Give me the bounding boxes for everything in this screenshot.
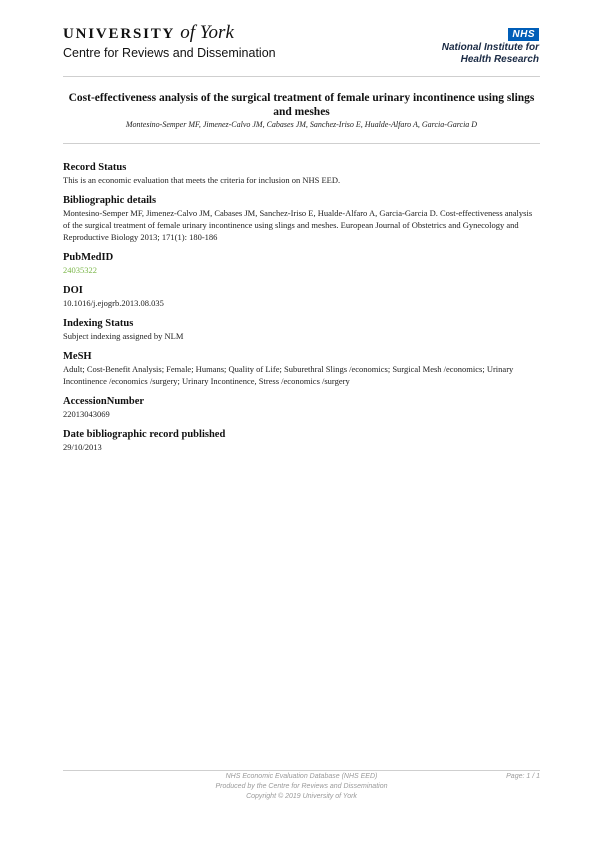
page-number: Page: 1 / 1 xyxy=(506,773,540,780)
section-text: This is an economic evaluation that meets the criteria for inclusion on NHS EED. xyxy=(63,175,341,185)
university-name xyxy=(63,22,276,44)
record-title: Cost-effectiveness analysis of the surgical treatment of female urinary incontinence using slings and meshes xyxy=(68,92,535,118)
footer-copyright: Copyright © 2019 University of York xyxy=(246,793,357,800)
section-heading: PubMedID xyxy=(63,252,114,263)
section-mesh xyxy=(63,350,538,387)
record-content xyxy=(63,161,538,461)
section-doi xyxy=(63,284,538,309)
record-authors: Montesino-Semper MF, Jimenez-Calvo JM, Cabases JM, Sanchez-Iriso E, Hualde-Alfaro A, Garcia-Garcia D xyxy=(125,120,478,129)
section-pubmed-id xyxy=(63,251,538,276)
pubmed-link[interactable]: 24035322 xyxy=(63,265,97,275)
section-heading: Bibliographic details xyxy=(63,195,157,206)
section-heading: Date bibliographic record published xyxy=(63,429,226,440)
section-indexing-status xyxy=(63,317,538,342)
section-text: Montesino-Semper MF, Jimenez-Calvo JM, Cabases JM, Sanchez-Iriso E, Hualde-Alfaro A, Garcia-Garcia D. Cost-effectiveness analysis of the surgical treatment of female urinary incontinence using slings and meshes. European Journal of Obstetrics and Gynecology and Reproductive Biology 2013; 171(1): 180-186 xyxy=(63,208,533,242)
section-heading: DOI xyxy=(63,285,83,296)
footer-database: NHS Economic Evaluation Database (NHS EED) xyxy=(225,773,378,780)
centre-name: Centre for Reviews and Dissemination xyxy=(63,46,276,60)
university-word: UNIVERSITY xyxy=(63,26,175,42)
nihr-line-1: National Institute for xyxy=(441,42,539,53)
section-bibliographic-details xyxy=(63,194,538,243)
university-of-york-logo xyxy=(63,22,276,60)
of-york-script: of York xyxy=(180,22,234,43)
footer-producer: Produced by the Centre for Reviews and Dissemination xyxy=(215,783,388,790)
nihr-line-2: Health Research xyxy=(460,54,539,65)
section-record-status xyxy=(63,161,538,186)
section-text: Subject indexing assigned by NLM xyxy=(63,331,184,341)
footer-divider xyxy=(63,770,540,771)
section-heading: MeSH xyxy=(63,351,92,362)
title-divider xyxy=(63,143,540,144)
section-accession-number xyxy=(63,395,538,420)
nihr-logo xyxy=(442,24,539,66)
section-text: 22013043069 xyxy=(63,409,110,419)
section-text: Adult; Cost-Benefit Analysis; Female; Humans; Quality of Life; Suburethral Slings /economics; Surgical Mesh /economics; Urinary Incontinence /economics /surgery; Urinary Incontinence, Stress /economics /surgery xyxy=(63,364,514,386)
nhs-badge: NHS xyxy=(508,28,539,41)
header-divider xyxy=(63,76,540,77)
section-text: 10.1016/j.ejogrb.2013.08.035 xyxy=(63,298,164,308)
section-heading: Indexing Status xyxy=(63,318,134,329)
page-footer xyxy=(63,772,540,802)
section-date-published xyxy=(63,428,538,453)
section-text: 29/10/2013 xyxy=(63,442,102,452)
section-heading: Record Status xyxy=(63,162,127,173)
section-heading: AccessionNumber xyxy=(63,396,145,407)
